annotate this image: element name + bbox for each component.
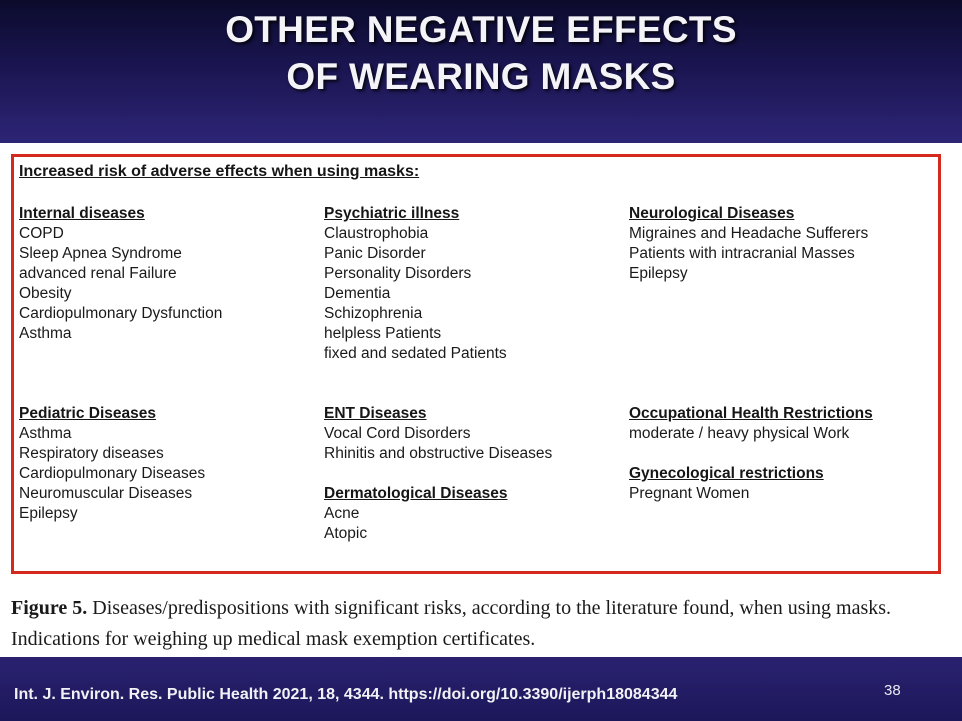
- footer-reference: Int. J. Environ. Res. Public Health 2021, 18, 4344. https://doi.org/10.3390/ijerph18084344: [14, 686, 678, 703]
- group-heading: Gynecological restrictions: [629, 465, 824, 482]
- group-psychiatric-illness: [324, 204, 507, 364]
- list-item: Rhinitis and obstructive Diseases: [324, 445, 553, 462]
- list-item: COPD: [19, 225, 64, 242]
- group-heading: Internal diseases: [19, 205, 145, 222]
- group-pediatric-diseases: [19, 404, 205, 524]
- list-item: Epilepsy: [19, 505, 78, 522]
- list-item: Asthma: [19, 425, 72, 442]
- slide-title: [0, 6, 962, 100]
- group-heading: Occupational Health Restrictions: [629, 405, 873, 422]
- group-heading: Neurological Diseases: [629, 205, 795, 222]
- group-dermatological-diseases: [324, 484, 508, 544]
- list-item: Respiratory diseases: [19, 445, 164, 462]
- title-line-2: OF WEARING MASKS: [286, 56, 676, 97]
- group-occupational-health: [629, 404, 873, 444]
- list-item: advanced renal Failure: [19, 265, 177, 282]
- group-ent-diseases: [324, 404, 552, 464]
- figure-caption: [11, 593, 959, 655]
- list-item: Acne: [324, 505, 360, 522]
- group-heading: Dermatological Diseases: [324, 485, 508, 502]
- list-item: Schizophrenia: [324, 305, 423, 322]
- title-line-1: OTHER NEGATIVE EFFECTS: [225, 9, 737, 50]
- group-gynecological-restrictions: [629, 464, 824, 504]
- list-item: Pregnant Women: [629, 485, 750, 502]
- list-item: Vocal Cord Disorders: [324, 425, 471, 442]
- group-internal-diseases: [19, 204, 222, 344]
- list-item: Personality Disorders: [324, 265, 472, 282]
- group-heading: Psychiatric illness: [324, 205, 460, 222]
- list-item: Cardiopulmonary Diseases: [19, 465, 206, 482]
- figure-caption-text: Diseases/predispositions with significant risks, according to the literature found, when using masks. Indications for weighing up medical mask exemption certificates.: [11, 597, 892, 650]
- list-item: Asthma: [19, 325, 72, 342]
- list-item: helpless Patients: [324, 325, 442, 342]
- list-item: Atopic: [324, 525, 368, 542]
- list-item: Migraines and Headache Sufferers: [629, 225, 869, 242]
- list-item: Patients with intracranial Masses: [629, 245, 855, 262]
- list-item: moderate / heavy physical Work: [629, 425, 850, 442]
- list-item: Sleep Apnea Syndrome: [19, 245, 182, 262]
- list-item: Dementia: [324, 285, 391, 302]
- list-item: Panic Disorder: [324, 245, 426, 262]
- list-item: Epilepsy: [629, 265, 688, 282]
- list-item: Claustrophobia: [324, 225, 429, 242]
- list-item: Obesity: [19, 285, 72, 302]
- group-neurological-diseases: [629, 204, 868, 284]
- figure-caption-label: Figure 5.: [11, 597, 88, 619]
- list-item: Neuromuscular Diseases: [19, 485, 193, 502]
- list-item: Cardiopulmonary Dysfunction: [19, 305, 223, 322]
- group-heading: ENT Diseases: [324, 405, 427, 422]
- page-number: 38: [884, 682, 901, 699]
- list-item: fixed and sedated Patients: [324, 345, 507, 362]
- risk-table-heading: Increased risk of adverse effects when using masks:: [19, 163, 420, 180]
- group-heading: Pediatric Diseases: [19, 405, 157, 422]
